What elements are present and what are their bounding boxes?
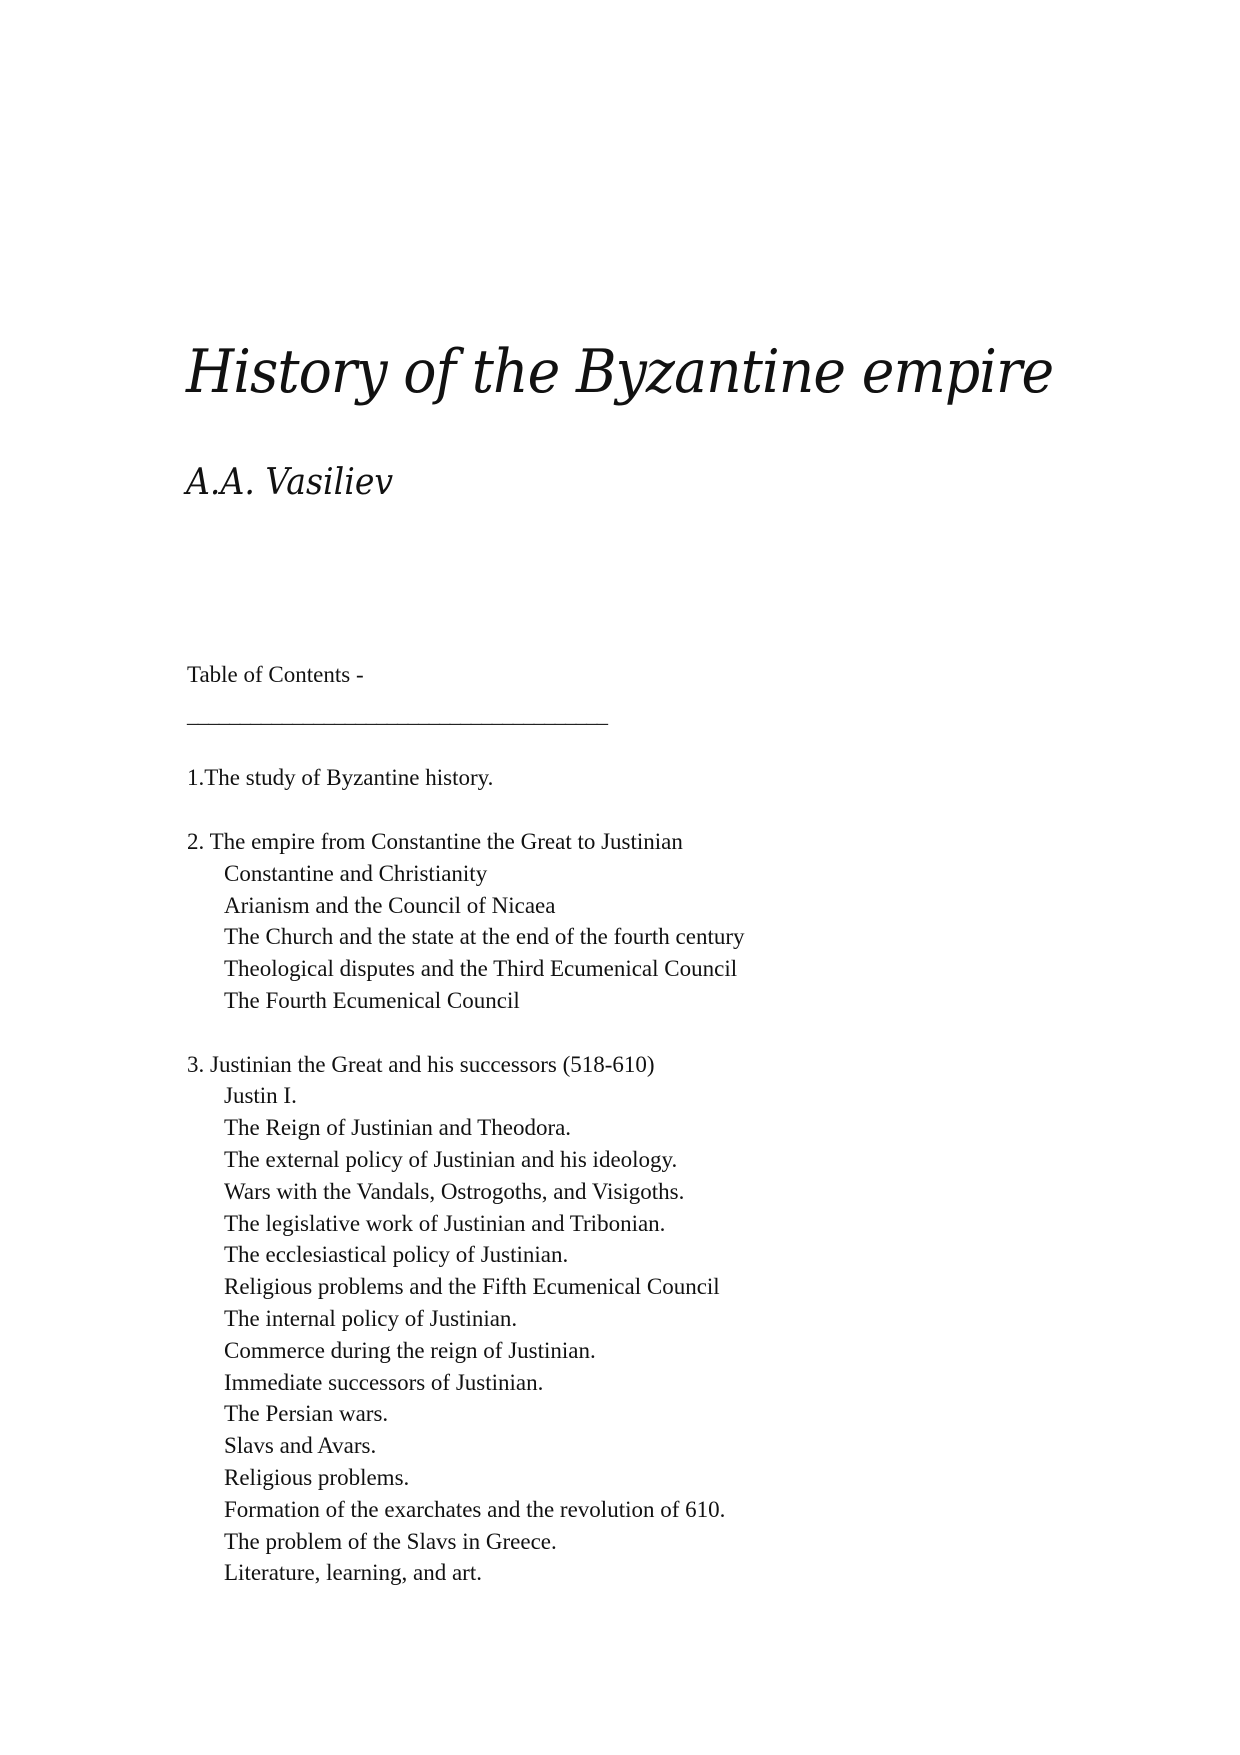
toc-chapter-3[interactable]: 3. Justinian the Great and his successors (518-610): [187, 1051, 655, 1077]
toc-spacer: [187, 1017, 745, 1049]
toc-section[interactable]: Arianism and the Council of Nicaea: [224, 892, 556, 918]
document-author: A.A. Vasiliev: [186, 462, 394, 503]
toc-chapter-1[interactable]: 1.The study of Byzantine history.: [187, 765, 494, 791]
toc-section[interactable]: Constantine and Christianity: [224, 860, 488, 886]
toc-section[interactable]: The Reign of Justinian and Theodora.: [224, 1115, 572, 1141]
toc-section[interactable]: Religious problems.: [224, 1464, 410, 1490]
toc-section[interactable]: The Persian wars.: [224, 1401, 389, 1427]
toc-section[interactable]: The Fourth Ecumenical Council: [224, 987, 520, 1013]
toc-section[interactable]: The external policy of Justinian and his ideology.: [224, 1146, 678, 1172]
toc-section[interactable]: Justin I.: [224, 1083, 297, 1109]
toc-chapter-2[interactable]: 2. The empire from Constantine the Great to Justinian: [187, 828, 683, 854]
document-title: History of the Byzantine empire: [186, 337, 1054, 407]
toc-section[interactable]: Formation of the exarchates and the revolution of 610.: [224, 1496, 726, 1522]
toc-heading: Table of Contents -: [187, 662, 364, 687]
toc-section[interactable]: Commerce during the reign of Justinian.: [224, 1337, 596, 1363]
toc-section[interactable]: Immediate successors of Justinian.: [224, 1369, 544, 1395]
toc-section[interactable]: The Church and the state at the end of the fourth century: [224, 924, 745, 950]
toc-section[interactable]: Religious problems and the Fifth Ecumenical Council: [224, 1274, 720, 1300]
toc-section[interactable]: The internal policy of Justinian.: [224, 1305, 518, 1331]
toc-section[interactable]: Slavs and Avars.: [224, 1433, 377, 1459]
toc-section[interactable]: The ecclesiastical policy of Justinian.: [224, 1242, 569, 1268]
toc-divider: ________________________________________: [187, 701, 607, 727]
toc-section[interactable]: The problem of the Slavs in Greece.: [224, 1528, 557, 1554]
toc-spacer: [187, 731, 745, 763]
toc-section[interactable]: Wars with the Vandals, Ostrogoths, and Visigoths.: [224, 1178, 685, 1204]
toc-section[interactable]: Literature, learning, and art.: [224, 1560, 482, 1586]
table-of-contents: [187, 659, 745, 1589]
toc-section[interactable]: The legislative work of Justinian and Tribonian.: [224, 1210, 666, 1236]
toc-spacer: [187, 794, 745, 826]
toc-section[interactable]: Theological disputes and the Third Ecumenical Council: [224, 956, 738, 982]
